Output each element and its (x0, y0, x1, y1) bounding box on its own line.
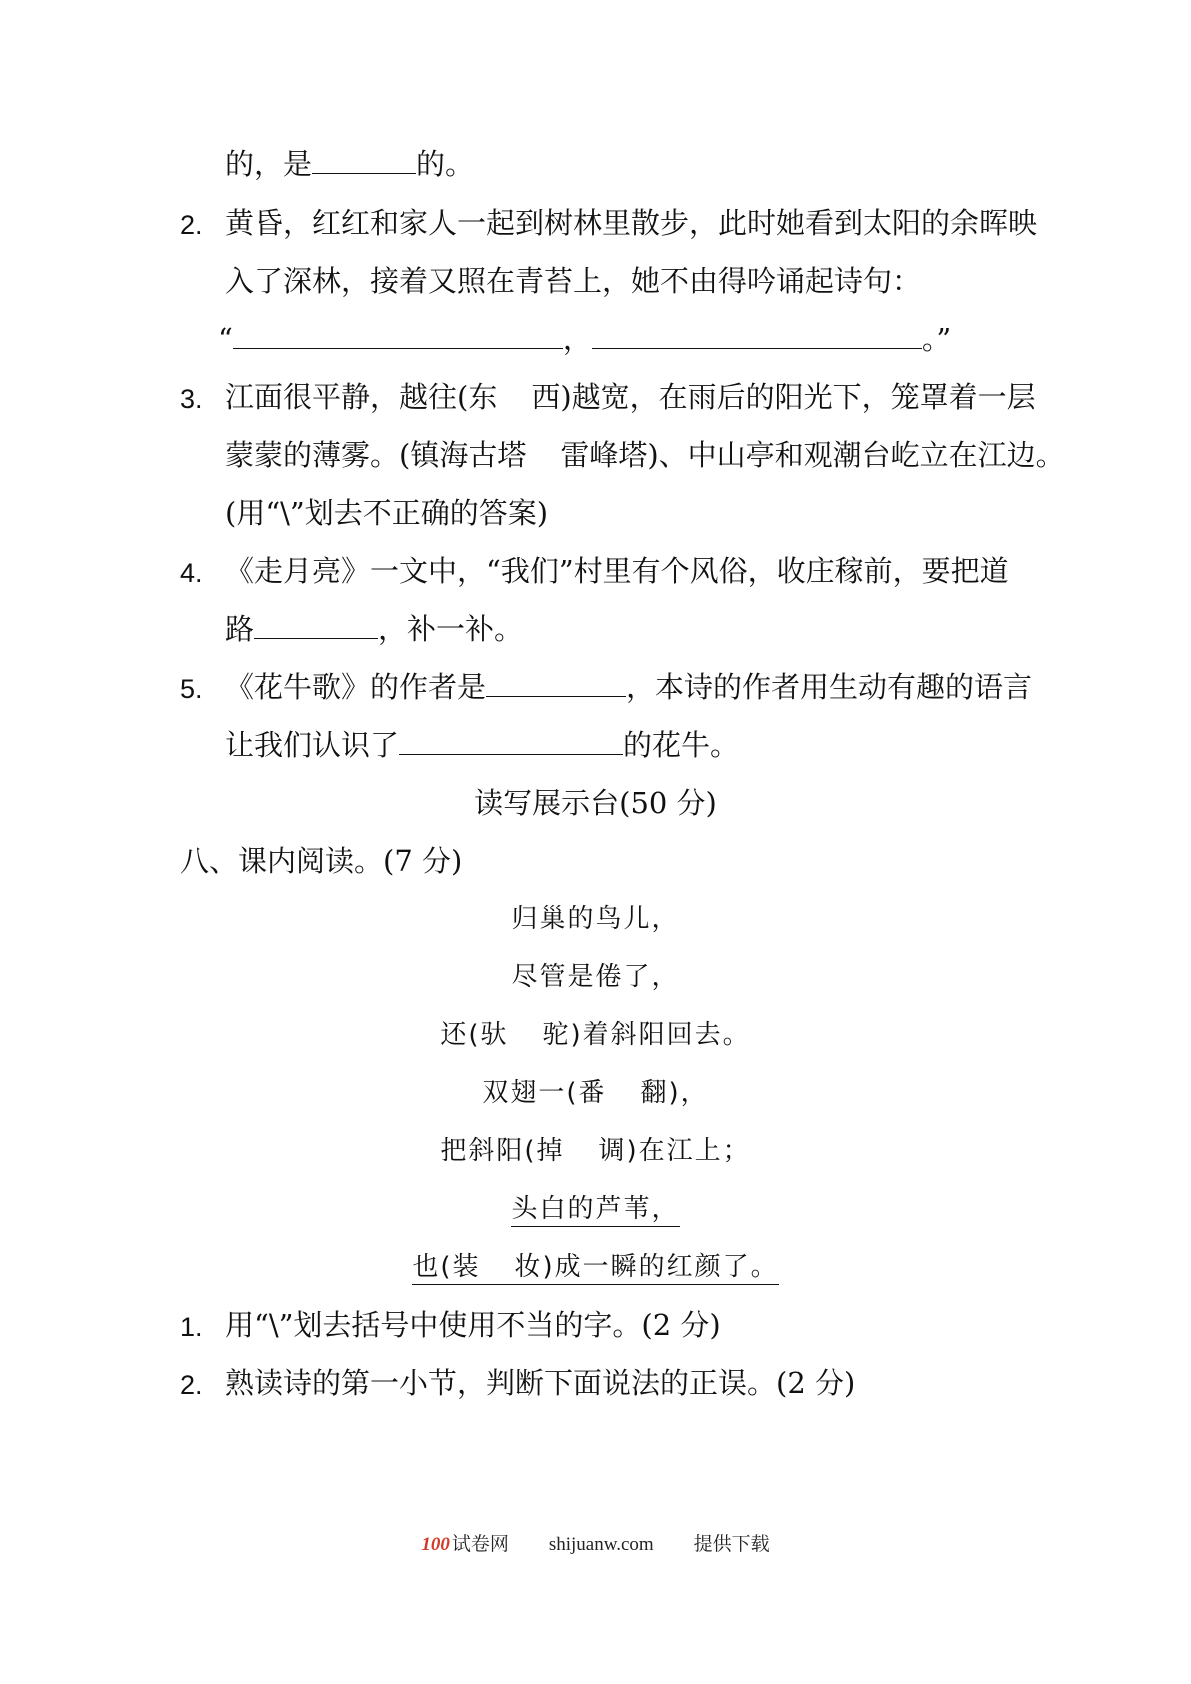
underlined-span (412, 1252, 778, 1285)
question-number: 3. (180, 384, 203, 414)
text-segment: 让我们认识了 (225, 728, 400, 762)
section-title: 读写展示台(50 分) (474, 786, 717, 820)
text-segment: 头白的芦苇， (511, 1194, 679, 1227)
answer-blank[interactable] (399, 728, 623, 755)
question-text (225, 437, 1065, 473)
site-name: 试卷网 (451, 1534, 509, 1555)
question-number: 1. (180, 1312, 203, 1342)
text-segment: 驼)着斜阳回去。 (542, 1020, 751, 1050)
part-heading: 八、课内阅读。(7 分) (180, 844, 463, 878)
site-domain[interactable]: shijuanw.com (548, 1534, 654, 1555)
poem-line (0, 1133, 1191, 1169)
text-segment: 把斜阳(掉 (440, 1136, 565, 1166)
text-segment: 调)在江上； (598, 1136, 751, 1166)
poem-line: 尽管是倦了， (511, 962, 680, 992)
download-note: 提供下载 (693, 1534, 770, 1555)
text-segment: 双翅一(番 (482, 1078, 607, 1108)
text-segment: “ (218, 322, 233, 356)
text-segment: ，本诗的作者用生动有趣的语言 (626, 670, 1033, 704)
question-text: 《走月亮》一文中，“我们”村里有个风俗，收庄稼前，要把道 (225, 554, 1009, 588)
question-number: 5. (180, 674, 203, 704)
footer (0, 1529, 1191, 1556)
poem-answer-line (218, 321, 951, 357)
poem-line (0, 1017, 1191, 1053)
instruction-text: (用“\”划去不正确的答案) (225, 496, 549, 530)
text-segment: 路 (225, 612, 255, 646)
question-text (225, 379, 1036, 415)
text-segment: 翻)， (640, 1078, 709, 1108)
poem-line-underlined (0, 1249, 1191, 1285)
question-text (225, 669, 1032, 705)
text-segment: ， (562, 322, 592, 356)
question-text: 熟读诗的第一小节，判断下面说法的正误。(2 分) (225, 1366, 856, 1400)
text-segment: 的花牛。 (623, 728, 740, 762)
answer-blank[interactable] (592, 322, 922, 349)
text-segment: 雷峰塔)、中山亭和观潮台屹立在江边。 (560, 438, 1065, 472)
question-text: 入了深林，接着又照在青苔上，她不由得吟诵起诗句： (225, 264, 922, 298)
poem-line-underlined (0, 1191, 1191, 1227)
text-segment: 还(驮 (440, 1020, 509, 1050)
site-logo: 100 (421, 1534, 450, 1555)
text-segment: 。” (921, 322, 952, 356)
question-text: 黄昏，红红和家人一起到树林里散步，此时她看到太阳的余晖映 (225, 206, 1038, 240)
text-segment: 的，是 (225, 147, 313, 181)
question-text: 用“\”划去括号中使用不当的字。(2 分) (225, 1308, 721, 1342)
poem-line (0, 1075, 1191, 1111)
question-number: 4. (180, 558, 203, 588)
text-segment: 也(装 (412, 1252, 481, 1282)
text-segment: 《花牛歌》的作者是 (225, 670, 487, 704)
question-text (225, 727, 739, 763)
text-segment: 西)越宽，在雨后的阳光下，笼罩着一层 (531, 380, 1036, 414)
text-segment: 蒙蒙的薄雾。(镇海古塔 (225, 438, 527, 472)
question-number: 2. (180, 1370, 203, 1400)
question-number: 2. (180, 210, 203, 240)
question-text (225, 611, 523, 647)
text-segment: 江面很平静，越往(东 (225, 380, 498, 414)
answer-blank[interactable] (486, 670, 626, 697)
answer-line (225, 146, 474, 182)
text-segment: ，补一补。 (378, 612, 524, 646)
text-segment: 的。 (416, 147, 475, 181)
text-segment: 妆)成一瞬的红颜了。 (514, 1252, 779, 1282)
answer-blank[interactable] (254, 612, 378, 639)
answer-blank[interactable] (312, 147, 416, 174)
poem-line: 归巢的鸟儿， (511, 904, 680, 934)
answer-blank[interactable] (233, 322, 563, 349)
